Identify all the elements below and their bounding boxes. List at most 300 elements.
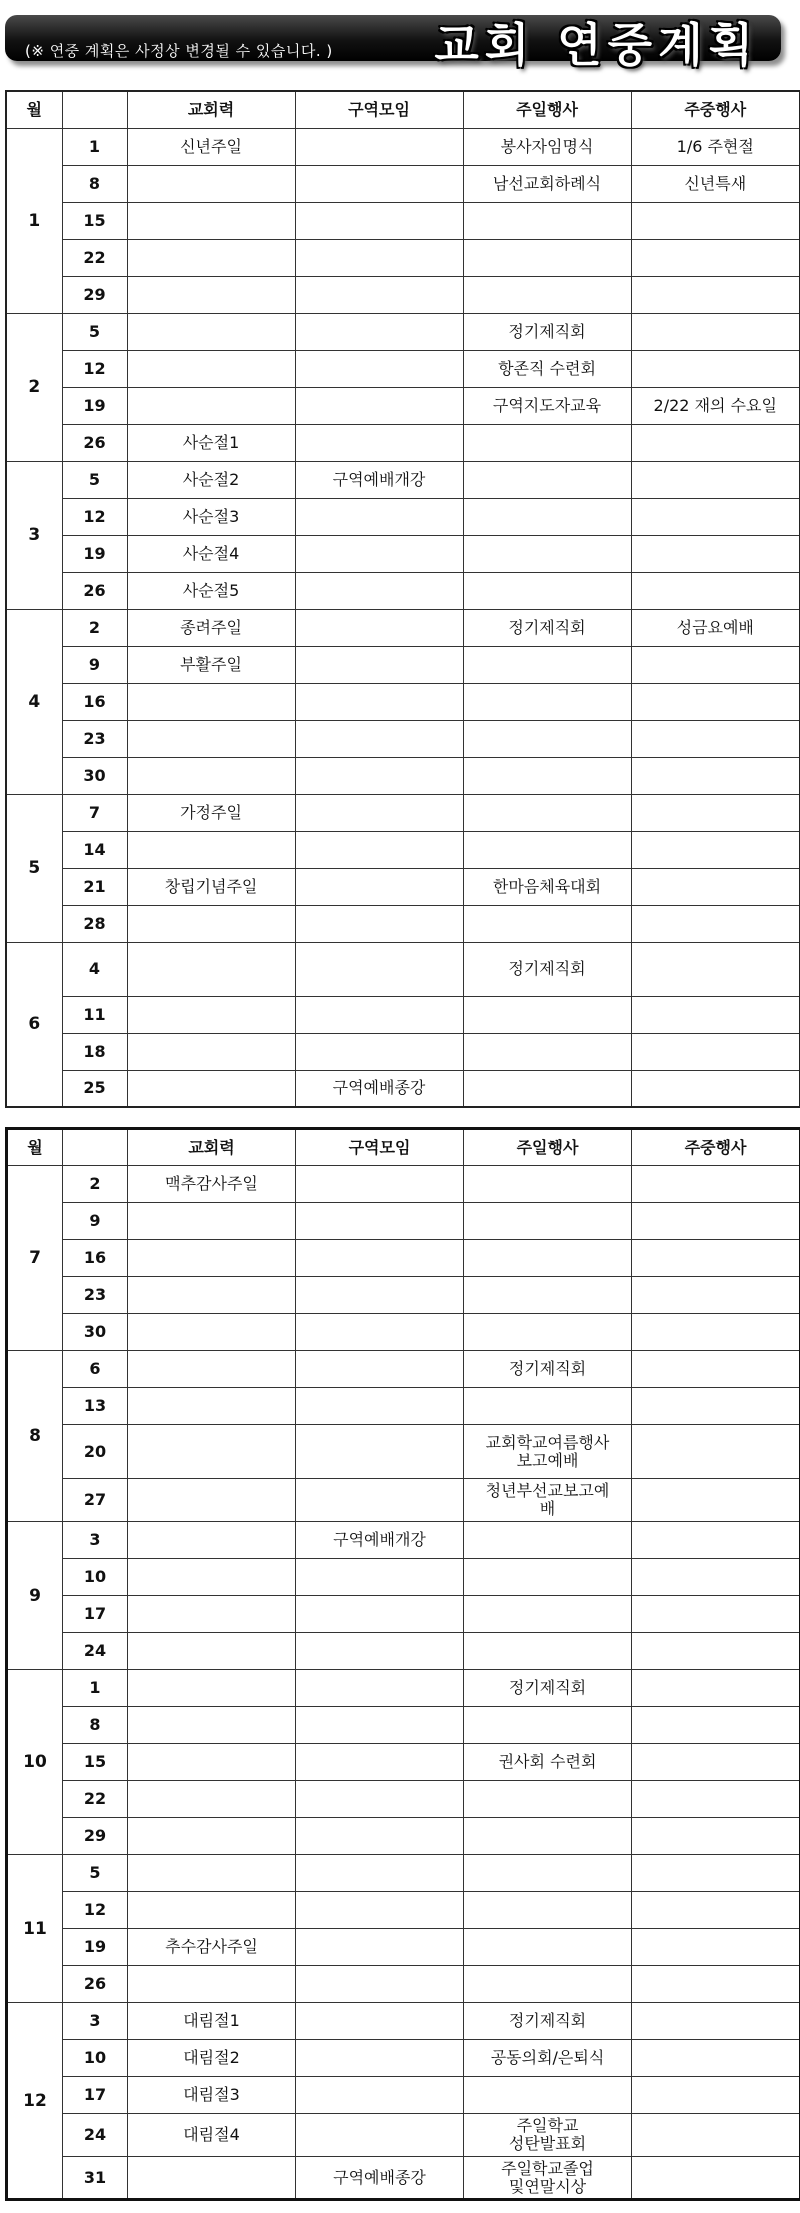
day-cell: 26	[62, 572, 127, 609]
day-cell: 31	[63, 2157, 128, 2200]
weekday-event-cell	[631, 646, 800, 683]
sunday-event-cell	[464, 1277, 632, 1314]
sunday-event-cell	[464, 2077, 632, 2114]
zone-meeting-cell	[296, 1781, 464, 1818]
sunday-event-cell	[463, 683, 631, 720]
weekday-event-cell	[632, 1707, 800, 1744]
schedule-table-jul-dec	[5, 1127, 800, 2201]
table-row	[6, 572, 800, 609]
sunday-event-cell	[464, 1425, 632, 1479]
sunday-event-cell: 권사회 수련회	[464, 1744, 632, 1781]
weekday-event-cell	[632, 1314, 800, 1351]
zone-meeting-cell	[296, 1744, 464, 1781]
sunday-event-line: 교회학교여름행사	[485, 1432, 610, 1452]
table-row	[6, 498, 800, 535]
day-cell: 15	[63, 1744, 128, 1781]
zone-meeting-cell	[296, 1633, 464, 1670]
zone-meeting-cell	[296, 2040, 464, 2077]
calendar-event-cell	[128, 1425, 296, 1479]
calendar-event-cell	[127, 683, 295, 720]
month-cell: 8	[7, 1351, 63, 1522]
calendar-event-cell	[127, 905, 295, 942]
table-row	[6, 535, 800, 572]
zone-meeting-cell	[296, 1559, 464, 1596]
weekday-event-cell: 성금요예배	[631, 609, 800, 646]
day-cell: 29	[63, 1818, 128, 1855]
day-cell: 3	[63, 2003, 128, 2040]
weekday-event-cell	[631, 572, 800, 609]
weekday-event-cell	[632, 1425, 800, 1479]
day-cell: 14	[62, 831, 127, 868]
zone-meeting-cell	[295, 572, 463, 609]
table-row	[7, 1818, 800, 1855]
zone-meeting-cell	[296, 1707, 464, 1744]
sunday-event-cell	[464, 1892, 632, 1929]
weekday-event-cell	[631, 202, 800, 239]
weekday-event-cell	[631, 276, 800, 313]
table-row	[6, 905, 800, 942]
sunday-event-cell	[464, 1479, 632, 1522]
weekday-event-cell	[631, 1070, 800, 1107]
zone-meeting-cell	[296, 1277, 464, 1314]
weekday-event-cell	[631, 683, 800, 720]
header-weekday-event: 주중행사	[632, 1129, 800, 1166]
calendar-event-cell	[127, 202, 295, 239]
table-row	[6, 461, 800, 498]
sunday-event-cell: 정기제직회	[463, 313, 631, 350]
day-cell: 8	[62, 165, 127, 202]
weekday-event-cell	[632, 1670, 800, 1707]
table-row	[7, 1425, 800, 1479]
zone-meeting-cell	[296, 1314, 464, 1351]
zone-meeting-cell	[296, 1203, 464, 1240]
calendar-event-cell: 추수감사주일	[128, 1929, 296, 1966]
table-row	[6, 128, 800, 165]
zone-meeting-cell	[296, 1892, 464, 1929]
sunday-event-line: 주일학교졸업	[501, 2158, 594, 2178]
calendar-event-cell	[128, 1351, 296, 1388]
table-row	[7, 1166, 800, 1203]
weekday-event-cell	[631, 794, 800, 831]
sunday-event-cell	[463, 905, 631, 942]
day-cell: 1	[63, 1670, 128, 1707]
sunday-event-cell	[463, 239, 631, 276]
calendar-event-cell	[128, 1781, 296, 1818]
weekday-event-cell	[631, 350, 800, 387]
change-notice: (※ 연중 계획은 사정상 변경될 수 있습니다. )	[25, 42, 333, 60]
sunday-event-cell: 남선교회하례식	[463, 165, 631, 202]
day-cell: 28	[62, 905, 127, 942]
zone-meeting-cell	[296, 1425, 464, 1479]
day-cell: 19	[63, 1929, 128, 1966]
table-row	[6, 202, 800, 239]
weekday-event-cell	[631, 996, 800, 1033]
sunday-event-line: 보고예배	[516, 1450, 579, 1470]
calendar-event-cell	[127, 239, 295, 276]
zone-meeting-cell	[295, 905, 463, 942]
header-day	[62, 91, 127, 128]
zone-meeting-cell	[295, 646, 463, 683]
weekday-event-cell	[631, 757, 800, 794]
calendar-event-cell	[128, 1522, 296, 1559]
day-cell: 17	[63, 1596, 128, 1633]
sunday-event-cell	[463, 498, 631, 535]
table-row	[7, 1277, 800, 1314]
zone-meeting-cell	[295, 942, 463, 996]
weekday-event-cell	[631, 535, 800, 572]
day-cell: 30	[63, 1314, 128, 1351]
weekday-event-cell	[632, 1781, 800, 1818]
weekday-event-cell	[632, 2077, 800, 2114]
zone-meeting-cell	[295, 683, 463, 720]
zone-meeting-cell	[295, 831, 463, 868]
calendar-event-cell	[127, 387, 295, 424]
sunday-event-cell	[463, 424, 631, 461]
sunday-event-line: 배	[539, 1499, 556, 1518]
calendar-event-cell	[127, 757, 295, 794]
calendar-event-cell: 사순절4	[127, 535, 295, 572]
month-cell: 1	[6, 128, 62, 313]
sunday-event-cell	[463, 461, 631, 498]
zone-meeting-cell	[295, 239, 463, 276]
day-cell: 27	[63, 1479, 128, 1522]
table-row	[7, 2003, 800, 2040]
day-cell: 21	[62, 868, 127, 905]
day-cell: 18	[62, 1033, 127, 1070]
table-row	[6, 942, 800, 996]
calendar-event-cell: 대림절2	[128, 2040, 296, 2077]
weekday-event-cell	[632, 1277, 800, 1314]
zone-meeting-cell	[295, 535, 463, 572]
day-cell: 10	[63, 1559, 128, 1596]
sunday-event-cell	[464, 1855, 632, 1892]
calendar-event-cell	[127, 350, 295, 387]
table-row	[6, 1033, 800, 1070]
sunday-event-cell	[463, 535, 631, 572]
sunday-event-line: 및연말시상	[508, 2176, 587, 2196]
calendar-event-cell	[128, 1479, 296, 1522]
table-row	[7, 2157, 800, 2200]
weekday-event-cell	[632, 1855, 800, 1892]
table-row	[7, 1479, 800, 1522]
zone-meeting-cell	[295, 794, 463, 831]
weekday-event-cell	[631, 424, 800, 461]
weekday-event-cell: 2/22 재의 수요일	[631, 387, 800, 424]
zone-meeting-cell	[295, 720, 463, 757]
zone-meeting-cell	[296, 1818, 464, 1855]
calendar-event-cell: 대림절3	[128, 2077, 296, 2114]
zone-meeting-cell: 구역예배종강	[295, 1070, 463, 1107]
sunday-event-cell	[463, 1070, 631, 1107]
table-row	[7, 2114, 800, 2157]
page-title: 교회 연중계획	[434, 18, 759, 72]
calendar-event-cell	[127, 276, 295, 313]
day-cell: 12	[62, 350, 127, 387]
calendar-event-cell	[128, 1633, 296, 1670]
month-cell: 2	[6, 313, 62, 461]
header-row	[7, 1129, 800, 1166]
month-cell: 10	[7, 1670, 63, 1855]
day-cell: 23	[63, 1277, 128, 1314]
day-cell: 30	[62, 757, 127, 794]
calendar-event-cell: 사순절3	[127, 498, 295, 535]
calendar-event-cell: 맥추감사주일	[128, 1166, 296, 1203]
weekday-event-cell: 신년특새	[631, 165, 800, 202]
header-month: 월	[7, 1129, 63, 1166]
weekday-event-cell	[632, 1596, 800, 1633]
day-cell: 12	[62, 498, 127, 535]
zone-meeting-cell	[295, 350, 463, 387]
table-row	[7, 1744, 800, 1781]
calendar-event-cell	[128, 1855, 296, 1892]
zone-meeting-cell	[296, 1388, 464, 1425]
calendar-event-cell	[127, 996, 295, 1033]
month-cell: 9	[7, 1522, 63, 1670]
sunday-event-line: 주일학교	[516, 2116, 579, 2135]
month-cell: 5	[6, 794, 62, 942]
sunday-event-line: 성탄발표회	[508, 2134, 587, 2153]
table-row	[7, 1351, 800, 1388]
table-row	[7, 1203, 800, 1240]
day-cell: 22	[62, 239, 127, 276]
table-row	[6, 831, 800, 868]
sunday-event-cell	[464, 1633, 632, 1670]
weekday-event-cell	[632, 1929, 800, 1966]
zone-meeting-cell	[295, 387, 463, 424]
calendar-event-cell	[128, 1277, 296, 1314]
zone-meeting-cell: 구역예배개강	[296, 1522, 464, 1559]
table-row	[6, 868, 800, 905]
table-row	[6, 276, 800, 313]
table-row	[7, 1596, 800, 1633]
month-cell: 12	[7, 2003, 63, 2200]
table-row	[7, 1670, 800, 1707]
zone-meeting-cell	[296, 2003, 464, 2040]
table-row	[6, 350, 800, 387]
sunday-event-cell	[463, 572, 631, 609]
day-cell: 7	[62, 794, 127, 831]
calendar-event-cell	[128, 1314, 296, 1351]
sunday-event-cell	[464, 1929, 632, 1966]
day-cell: 2	[63, 1166, 128, 1203]
sunday-event-cell	[464, 1166, 632, 1203]
sunday-event-cell: 정기제직회	[463, 942, 631, 996]
sunday-event-cell	[463, 757, 631, 794]
weekday-event-cell: 1/6 주현절	[631, 128, 800, 165]
weekday-event-cell	[631, 942, 800, 996]
table-row	[7, 2040, 800, 2077]
weekday-event-cell	[632, 1522, 800, 1559]
day-cell: 19	[62, 535, 127, 572]
day-cell: 11	[62, 996, 127, 1033]
month-cell: 6	[6, 942, 62, 1107]
calendar-event-cell	[128, 1559, 296, 1596]
zone-meeting-cell	[295, 757, 463, 794]
calendar-event-cell	[128, 1596, 296, 1633]
table-row	[7, 1781, 800, 1818]
day-cell: 25	[62, 1070, 127, 1107]
zone-meeting-cell	[295, 868, 463, 905]
weekday-event-cell	[632, 1744, 800, 1781]
calendar-event-cell: 신년주일	[127, 128, 295, 165]
weekday-event-cell	[632, 1166, 800, 1203]
calendar-event-cell	[128, 1670, 296, 1707]
sunday-event-cell	[464, 1240, 632, 1277]
day-cell: 9	[62, 646, 127, 683]
table-row	[6, 239, 800, 276]
sunday-event-cell: 정기제직회	[463, 609, 631, 646]
sunday-event-cell	[464, 1596, 632, 1633]
zone-meeting-cell	[295, 202, 463, 239]
day-cell: 3	[63, 1522, 128, 1559]
weekday-event-cell	[632, 1479, 800, 1522]
weekday-event-cell	[631, 313, 800, 350]
zone-meeting-cell	[296, 1166, 464, 1203]
table-row	[6, 683, 800, 720]
header-day	[63, 1129, 128, 1166]
table-row	[6, 996, 800, 1033]
weekday-event-cell	[632, 1633, 800, 1670]
table-row	[7, 1929, 800, 1966]
table-row	[6, 313, 800, 350]
calendar-event-cell: 사순절5	[127, 572, 295, 609]
day-cell: 23	[62, 720, 127, 757]
day-cell: 29	[62, 276, 127, 313]
weekday-event-cell	[632, 1388, 800, 1425]
header-row	[6, 91, 800, 128]
weekday-event-cell	[631, 239, 800, 276]
header-zone-meeting: 구역모임	[296, 1129, 464, 1166]
table-row	[6, 609, 800, 646]
day-cell: 10	[63, 2040, 128, 2077]
header-church-calendar: 교회력	[127, 91, 295, 128]
calendar-event-cell	[127, 1070, 295, 1107]
zone-meeting-cell	[295, 1033, 463, 1070]
sunday-event-cell	[464, 1203, 632, 1240]
month-cell: 7	[7, 1166, 63, 1351]
day-cell: 22	[63, 1781, 128, 1818]
weekday-event-cell	[632, 1966, 800, 2003]
table-row	[6, 1070, 800, 1107]
calendar-event-cell: 대림절4	[128, 2114, 296, 2157]
calendar-event-cell	[127, 942, 295, 996]
sunday-event-cell	[463, 1033, 631, 1070]
sunday-event-cell	[464, 1388, 632, 1425]
sunday-event-cell: 봉사자임명식	[463, 128, 631, 165]
zone-meeting-cell	[296, 1855, 464, 1892]
day-cell: 2	[62, 609, 127, 646]
sunday-event-cell	[463, 996, 631, 1033]
weekday-event-cell	[632, 1818, 800, 1855]
calendar-event-cell	[128, 2157, 296, 2200]
table-row	[6, 720, 800, 757]
table-row	[7, 2077, 800, 2114]
calendar-event-cell	[128, 1966, 296, 2003]
table-row	[7, 1522, 800, 1559]
day-cell: 1	[62, 128, 127, 165]
calendar-event-cell	[127, 1033, 295, 1070]
day-cell: 5	[63, 1855, 128, 1892]
table-row	[6, 646, 800, 683]
calendar-event-cell	[127, 313, 295, 350]
zone-meeting-cell	[296, 1596, 464, 1633]
calendar-event-cell	[128, 1707, 296, 1744]
table-row	[7, 1240, 800, 1277]
sunday-event-cell: 구역지도자교육	[463, 387, 631, 424]
zone-meeting-cell	[295, 165, 463, 202]
header-zone-meeting: 구역모임	[295, 91, 463, 128]
table-row	[7, 1707, 800, 1744]
calendar-event-cell	[127, 165, 295, 202]
calendar-event-cell	[128, 1240, 296, 1277]
calendar-event-cell: 사순절2	[127, 461, 295, 498]
zone-meeting-cell: 구역예배종강	[296, 2157, 464, 2200]
calendar-event-cell	[128, 1892, 296, 1929]
header-month: 월	[6, 91, 62, 128]
day-cell: 12	[63, 1892, 128, 1929]
calendar-event-cell	[127, 831, 295, 868]
calendar-event-cell	[128, 1203, 296, 1240]
header-weekday-event: 주중행사	[631, 91, 800, 128]
calendar-event-cell: 부활주일	[127, 646, 295, 683]
calendar-event-cell: 가정주일	[127, 794, 295, 831]
zone-meeting-cell	[296, 1670, 464, 1707]
header-church-calendar: 교회력	[128, 1129, 296, 1166]
weekday-event-cell	[632, 2157, 800, 2200]
weekday-event-cell	[632, 2040, 800, 2077]
calendar-event-cell	[127, 720, 295, 757]
calendar-event-cell	[128, 1744, 296, 1781]
zone-meeting-cell	[295, 313, 463, 350]
weekday-event-cell	[632, 1892, 800, 1929]
sunday-event-cell	[464, 1707, 632, 1744]
day-cell: 13	[63, 1388, 128, 1425]
zone-meeting-cell	[296, 2114, 464, 2157]
day-cell: 4	[62, 942, 127, 996]
day-cell: 19	[62, 387, 127, 424]
sunday-event-cell	[463, 646, 631, 683]
month-cell: 4	[6, 609, 62, 794]
zone-meeting-cell	[296, 1966, 464, 2003]
weekday-event-cell	[632, 1351, 800, 1388]
header-sunday-event: 주일행사	[463, 91, 631, 128]
table-row	[7, 1855, 800, 1892]
weekday-event-cell	[632, 1240, 800, 1277]
table-row	[7, 1559, 800, 1596]
weekday-event-cell	[632, 2003, 800, 2040]
weekday-event-cell	[632, 2114, 800, 2157]
weekday-event-cell	[631, 461, 800, 498]
table-row	[6, 424, 800, 461]
zone-meeting-cell	[295, 424, 463, 461]
day-cell: 26	[62, 424, 127, 461]
day-cell: 9	[63, 1203, 128, 1240]
sunday-event-cell: 정기제직회	[464, 2003, 632, 2040]
day-cell: 24	[63, 2114, 128, 2157]
sunday-event-cell	[464, 1818, 632, 1855]
zone-meeting-cell	[296, 1479, 464, 1522]
day-cell: 17	[63, 2077, 128, 2114]
day-cell: 15	[62, 202, 127, 239]
header-banner	[5, 5, 789, 72]
calendar-event-cell: 종려주일	[127, 609, 295, 646]
sunday-event-cell	[464, 2114, 632, 2157]
day-cell: 5	[62, 461, 127, 498]
day-cell: 24	[63, 1633, 128, 1670]
sunday-event-cell: 공동의회/은퇴식	[464, 2040, 632, 2077]
sunday-event-cell	[464, 1559, 632, 1596]
sunday-event-cell: 정기제직회	[464, 1670, 632, 1707]
